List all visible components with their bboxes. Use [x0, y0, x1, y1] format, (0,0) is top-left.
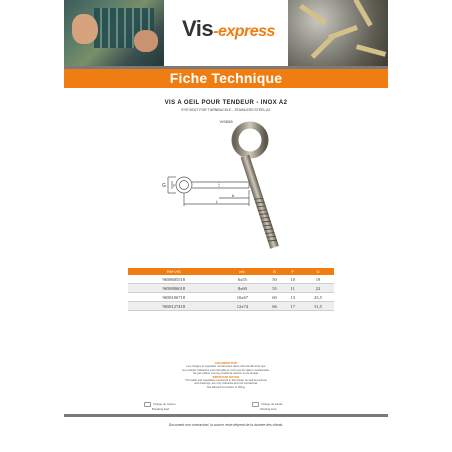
rupture-fr: Charge de rupture — [153, 402, 176, 407]
cell-f: 13 — [284, 293, 302, 302]
load-rupture — [144, 402, 204, 411]
cell-b: 60 — [265, 293, 283, 302]
product-title: VIS A OEIL POUR TENDEUR - INOX A2 — [164, 100, 288, 106]
col-g: G — [302, 268, 334, 275]
product-code: VIS658 — [219, 119, 233, 124]
logo-main: Vis — [182, 16, 214, 41]
table-row — [128, 275, 334, 284]
label-l: L — [216, 199, 219, 204]
product-sheet — [64, 0, 388, 452]
footer-divider — [64, 414, 388, 417]
cell-g: 31,5 — [302, 302, 334, 311]
notice-line: The loads and capacities mentioned in this family, as well as pictures — [185, 379, 267, 383]
footer-text: Document non contractuel, la source reste dépend de la donnée des clients. — [168, 423, 284, 427]
notice-line: les produits d'attaches sont intimable et n'ont pas de valeur contractuelle. — [182, 368, 270, 372]
label-f: F — [173, 183, 176, 188]
banner-title: Fiche Technique — [169, 70, 283, 86]
col-ref: Réf VIS — [128, 268, 220, 275]
notice-line: and drawings, are only indicative and not contractual. — [194, 382, 258, 386]
notice-line: Les charges et capacités mentionnées dans cette famille ainsi que — [186, 365, 266, 369]
cell-b: 50 — [265, 275, 283, 284]
notice-line: Ne pas utiliser comme produit de traction ou de levage. — [193, 372, 259, 376]
notice-head-fr: AVIS IMPORTANT — [214, 362, 238, 365]
cell-f: 10 — [284, 275, 302, 284]
col-b: B — [265, 268, 283, 275]
table-header-row — [128, 268, 334, 275]
cell-ref: 9658106718 — [128, 293, 220, 302]
cell-ref: 9658605518 — [128, 275, 220, 284]
logo-suffix: -express — [213, 23, 275, 40]
cell-g: 22 — [302, 284, 334, 293]
screws-photo — [288, 0, 388, 66]
brand-logo[interactable] — [182, 16, 275, 42]
logo-area — [164, 0, 288, 66]
travail-fr: Charge de travail — [261, 402, 283, 407]
banner — [64, 69, 388, 88]
breaking-load-icon — [144, 402, 151, 407]
cell-ref: 9658127418 — [128, 302, 220, 311]
table-row — [128, 302, 334, 311]
notice-line: Not allowed for traction or lifting. — [206, 385, 246, 389]
col-f: F — [284, 268, 302, 275]
cell-ext: 10x67 — [220, 293, 266, 302]
cell-g: 19 — [302, 275, 334, 284]
product-subtitle: EYE BOLT FOR TURNBUCKLE - STAINLESS STEEL A2 — [181, 108, 271, 112]
working-load-icon — [252, 402, 259, 407]
header — [64, 0, 388, 66]
cell-b: 66 — [265, 302, 283, 311]
col-ext: ext. — [220, 268, 266, 275]
load-travail — [252, 402, 312, 411]
rupture-en: Breaking load — [152, 407, 170, 411]
spec-table — [128, 268, 334, 311]
cell-b: 55 — [265, 284, 283, 293]
cell-g: 25,5 — [302, 293, 334, 302]
travail-en: Working load — [260, 407, 277, 411]
table-row — [128, 293, 334, 302]
cell-ref: 9658806018 — [128, 284, 220, 293]
label-b: b — [232, 193, 235, 198]
important-notice — [64, 362, 388, 389]
cell-ext: 12x74 — [220, 302, 266, 311]
label-g: G — [162, 183, 166, 189]
table-row — [128, 284, 334, 293]
cell-f: 11 — [284, 284, 302, 293]
cell-f: 17 — [284, 302, 302, 311]
notice-head-en: IMPORTANT NOTICE — [212, 375, 240, 379]
cell-ext: 8x60 — [220, 284, 266, 293]
eye-bolt-photo — [224, 118, 304, 258]
tools-photo — [64, 0, 164, 66]
cell-ext: 6x55 — [220, 275, 266, 284]
